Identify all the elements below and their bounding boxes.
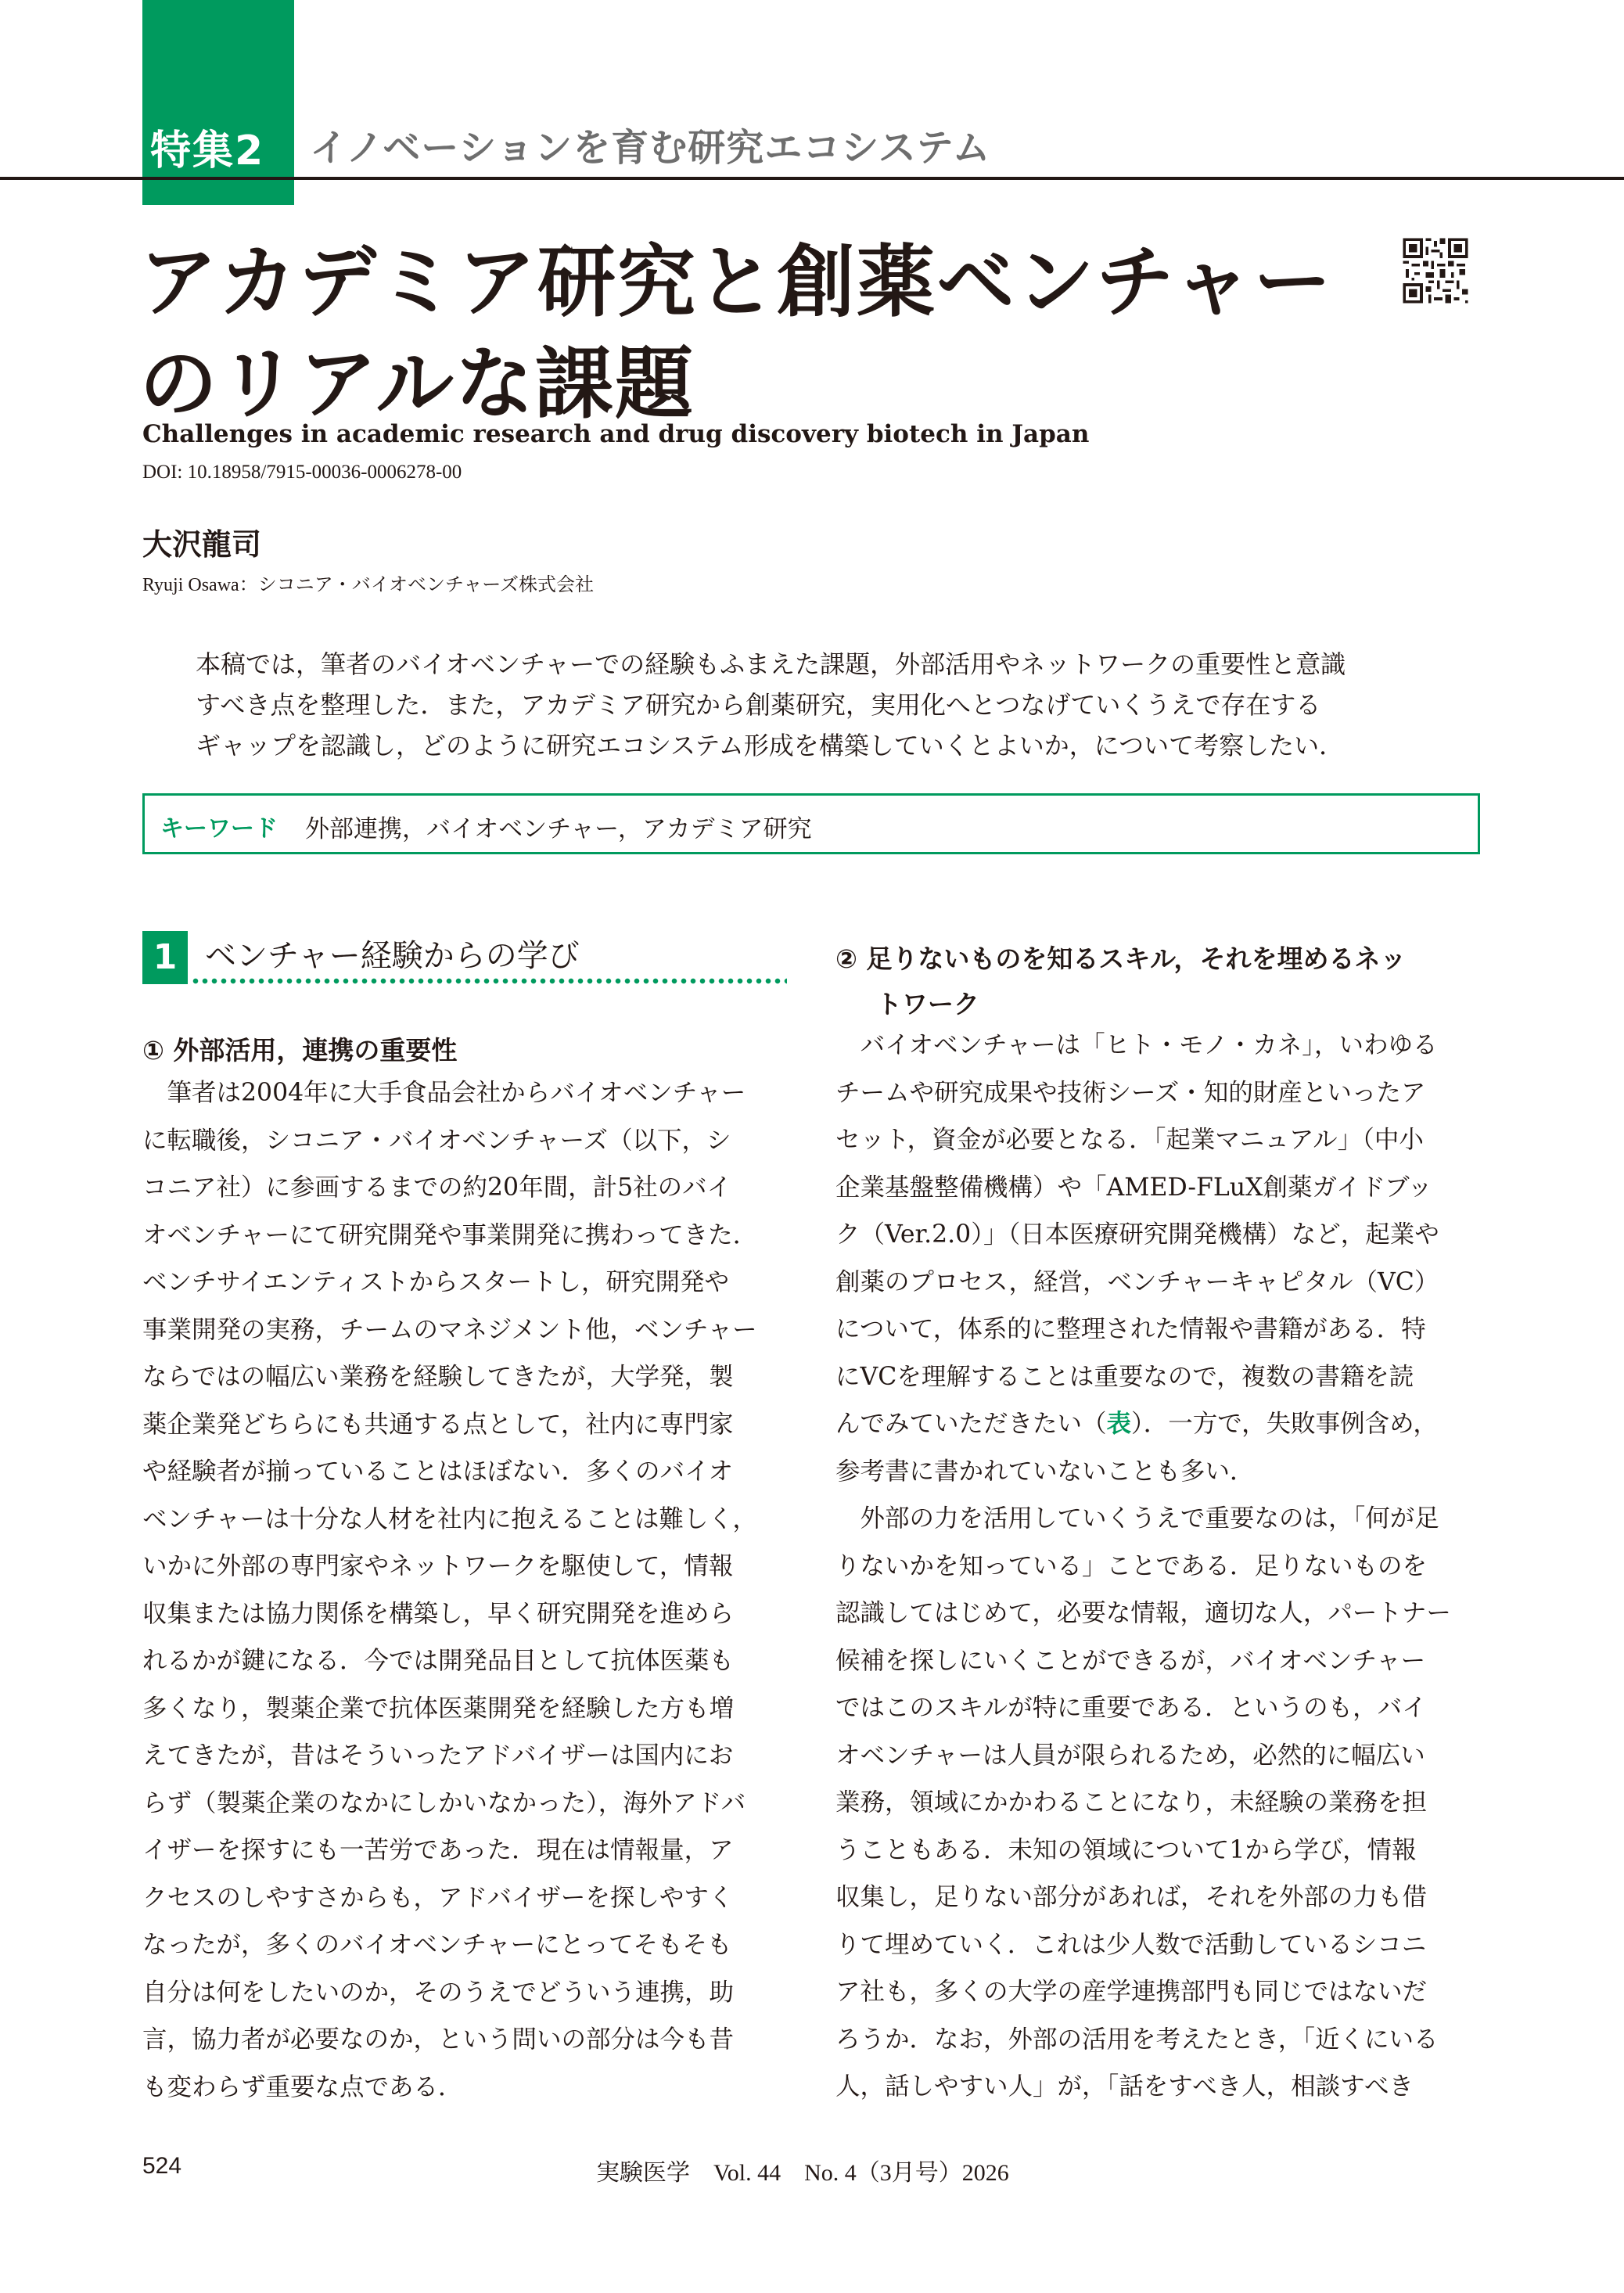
subsection-heading: ① 外部活用，連携の重要性 — [142, 1035, 458, 1066]
keyword-list: 外部連携，バイオベンチャー，アカデミア研究 — [305, 815, 812, 843]
keyword-box — [142, 793, 1480, 854]
body-line: にVCを理解することは重要なので，複数の書籍を読 — [835, 1362, 1414, 1391]
body-line: ではこのスキルが特に重要である．というのも，バイ — [835, 1694, 1427, 1722]
body-line: 収集または協力関係を構築し，早く研究開発を進めら — [142, 1599, 735, 1628]
ref-text-after: ）．一方で，失敗事例含め， — [1131, 1410, 1438, 1438]
body-line: 言，協力者が必要なのか，という問いの部分は今も昔 — [142, 2025, 735, 2054]
body-line: 外部の力を活用していくうえで重要なのは，「何が足 — [835, 1504, 1439, 1533]
body-line: 企業基盤整備機構）や「AMED-FLuX創薬ガイドブッ — [835, 1173, 1432, 1202]
body-line: について，体系的に整理された情報や書籍がある．特 — [835, 1315, 1426, 1343]
keyword-label: キーワード — [160, 815, 278, 843]
abstract-line: ギャップを認識し，どのように研究エコシステム形成を構築していくとよいか，について考察したい． — [196, 731, 1345, 760]
body-line: ア社も，多くの大学の産学連携部門も同じではないだ — [835, 1978, 1428, 2006]
article-title — [139, 232, 1360, 435]
header-rule — [0, 177, 1624, 180]
body-line: りないかを知っている」ことである．足りないものを — [835, 1551, 1428, 1580]
body-line: ベンチサイエンティストからスタートし，研究開発や — [142, 1268, 730, 1296]
section-title: ベンチャー経験からの学び — [205, 938, 580, 974]
title-line: アカデミア研究と創薬ベンチャー — [139, 236, 1333, 328]
body-line: 創薬のプロセス，経営，ベンチャーキャピタル（VC） — [835, 1267, 1439, 1296]
body-line: いかに外部の専門家やネットワークを駆使して，情報 — [142, 1552, 734, 1580]
body-line: に転職後，シコニア・バイオベンチャーズ（以下，シ — [142, 1126, 731, 1155]
body-line: れるかが鍵になる．今では開発品目として抗体医薬も — [142, 1647, 735, 1675]
author-affiliation: Ryuji Osawa：シコニア・バイオベンチャーズ株式会社 — [142, 575, 595, 595]
body-line: クセスのしやすさからも，アドバイザーを探しやすく — [142, 1883, 734, 1912]
body-line: ならではの幅広い業務を経験してきたが，大学発，製 — [142, 1363, 734, 1391]
abstract-line: 本稿では，筆者のバイオベンチャーでの経験もふまえた課題，外部活用やネットワークの重要性と意識 — [196, 649, 1346, 679]
body-line: ク（Ver.2.0）」（日本医療研究開発機構）など，起業や — [835, 1220, 1439, 1249]
feature-label: 特集2 — [150, 128, 265, 174]
body-line: 参考書に書かれていないことも多い． — [835, 1457, 1255, 1486]
body-line: 多くなり，製薬企業で抗体医薬開発を経験した方も増 — [142, 1694, 735, 1723]
body-line: えてきたが，昔はそういったアドバイザーは国内にお — [142, 1741, 734, 1770]
page-number: 524 — [142, 2153, 182, 2179]
qr-code-icon[interactable] — [1400, 232, 1471, 310]
body-line: 認識してはじめて，必要な情報，適切な人，パートナー — [835, 1599, 1451, 1627]
feature-series-title: イノベーションを育む研究エコシステム — [310, 126, 991, 170]
body-line: 収集し，足りない部分があれば，それを外部の力も借 — [835, 1883, 1428, 1911]
author-name: 大沢龍司 — [142, 527, 262, 562]
body-line-with-ref — [835, 1400, 1485, 1448]
journal-citation: 実験医学 Vol. 44 No. 4（3月号）2026 — [596, 2160, 1009, 2186]
body-line: チームや研究成果や技術シーズ・知的財産といったア — [835, 1078, 1426, 1107]
body-line: 業務，領域にかかわることになり，未経験の業務を担 — [835, 1788, 1428, 1817]
body-line: 自分は何をしたいのか，そのうえでどういう連携，助 — [142, 1978, 735, 2007]
table-reference-link[interactable]: 表 — [1106, 1410, 1132, 1438]
body-line: 薬企業発どちらにも共通する点として，社内に専門家 — [142, 1410, 734, 1439]
doi-link[interactable]: DOI: 10.18958/7915-00036-0006278-00 — [142, 462, 462, 483]
body-line: うこともある．未知の領域について1から学び，情報 — [835, 1835, 1417, 1864]
body-line: セット，資金が必要となる．「起業マニュアル」（中小 — [835, 1126, 1424, 1154]
subsection-heading: ② 足りないものを知るスキル，それを埋めるネッ — [835, 943, 1407, 974]
feature-tab — [142, 0, 294, 205]
body-line: イザーを探すにも一苦労であった．現在は情報量，ア — [142, 1836, 734, 1864]
right-column-body — [835, 1022, 1485, 2111]
body-line: コニア社）に参画するまでの約20年間，計5社のバイ — [142, 1173, 732, 1202]
body-line: ベンチャーは十分な人材を社内に抱えることは難しく， — [142, 1504, 757, 1533]
body-line: 事業開発の実務，チームのマネジメント他，ベンチャー — [142, 1315, 757, 1344]
ref-text-before: んでみていただきたい（ — [835, 1410, 1107, 1438]
english-subtitle: Challenges in academic research and drug discovery biotech in Japan — [142, 420, 1090, 448]
body-line: オベンチャーにて研究開発や事業開発に携わってきた． — [142, 1220, 758, 1249]
subsection-heading-cont: トワーク — [876, 989, 979, 1019]
section-dotted-rule — [191, 977, 787, 985]
abstract-line: すべき点を整理した．また，アカデミア研究から創薬研究，実用化へとつなげていくうえで存在する — [196, 690, 1321, 720]
body-line: 人，話しやすい人」が，「話をすべき人，相談すべき — [835, 2072, 1414, 2101]
abstract — [196, 644, 1478, 766]
section-number-badge: 1 — [142, 931, 188, 984]
body-line: ろうか．なお，外部の活用を考えたとき，「近くにいる — [835, 2025, 1439, 2054]
body-line: なったが，多くのバイオベンチャーにとってそもそも — [142, 1931, 732, 1959]
body-line: バイオベンチャーは「ヒト・モノ・カネ」，いわゆる — [835, 1031, 1438, 1059]
body-line: や経験者が揃っていることはほぼない．多くのバイオ — [142, 1457, 734, 1486]
body-line: 筆者は2004年に大手食品会社からバイオベンチャー — [142, 1079, 746, 1107]
title-line: のリアルな課題 — [139, 338, 695, 429]
body-line: 候補を探しにいくことができるが，バイオベンチャー — [835, 1646, 1426, 1675]
left-column-body — [142, 1069, 792, 2111]
body-line: らず（製薬企業のなかにしかいなかった），海外アドバ — [142, 1788, 746, 1817]
body-line: りて埋めていく．これは少人数で活動しているシコニ — [835, 1930, 1427, 1959]
body-line: オベンチャーは人員が限られるため，必然的に幅広い — [835, 1741, 1425, 1770]
body-line: も変わらず重要な点である． — [142, 2072, 463, 2101]
